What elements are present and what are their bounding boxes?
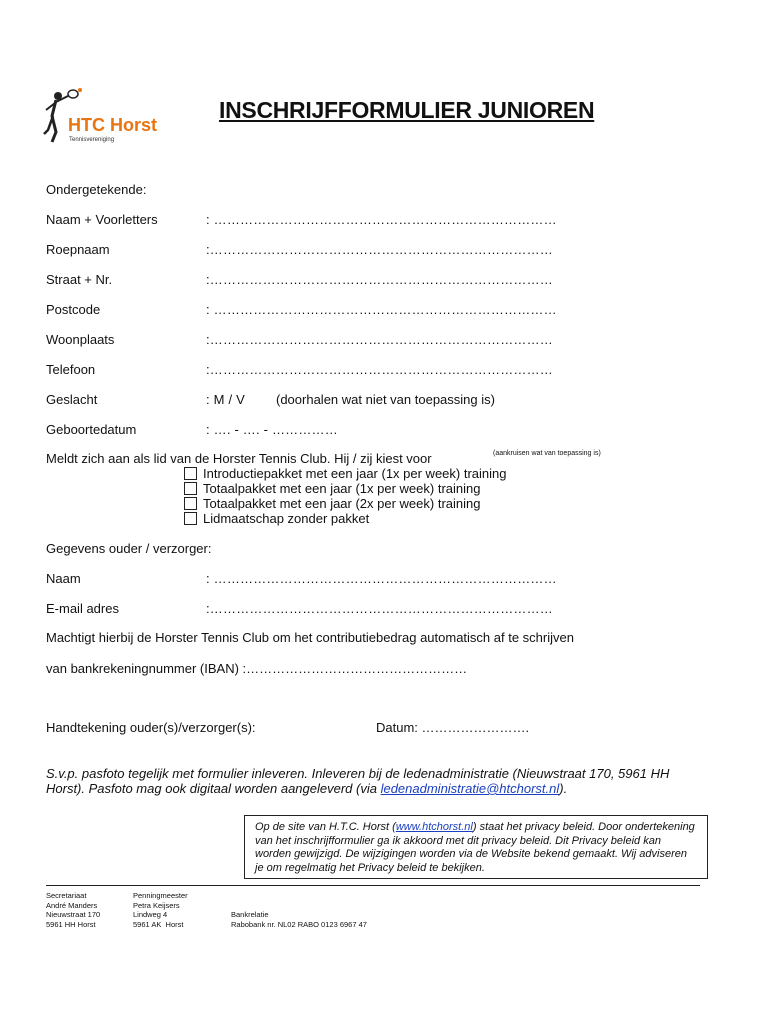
field-value-birthdate[interactable]: : …. - …. - ……………	[206, 422, 338, 437]
checkbox[interactable]	[184, 497, 197, 510]
photo-note-line2	[46, 781, 567, 796]
checkbox[interactable]	[184, 482, 197, 495]
option-totaalpakket-1x[interactable]	[184, 481, 480, 496]
website-link[interactable]: www.htchorst.nl	[395, 821, 473, 833]
footer-treasurer: Penningmeester Petra Keijsers Lindweg 4 5961 AK Horst	[133, 891, 188, 929]
field-value-postcode[interactable]: : ……………………………………………………………………	[206, 302, 557, 317]
email-link[interactable]: ledenadministratie@htchorst.nl	[380, 781, 560, 796]
guardian-label-name: Naam	[46, 571, 81, 586]
footer-divider	[46, 885, 700, 886]
checkbox[interactable]	[184, 467, 197, 480]
field-label-street: Straat + Nr.	[46, 272, 113, 287]
guardian-value-email[interactable]: :……………………………………………………………………	[206, 601, 554, 616]
option-label: Lidmaatschap zonder pakket	[203, 511, 370, 526]
membership-text: Meldt zich aan als lid van de Horster Tennis Club. Hij / zij kiest voor	[46, 451, 432, 466]
logo-name: HTC Horst	[68, 115, 157, 135]
field-label-city: Woonplaats	[46, 332, 115, 347]
iban-field[interactable]: van bankrekeningnummer (IBAN) :……………………………………………	[46, 661, 468, 676]
checkbox[interactable]	[184, 512, 197, 525]
field-value-street[interactable]: :……………………………………………………………………	[206, 272, 554, 287]
field-value-city[interactable]: :……………………………………………………………………	[206, 332, 554, 347]
page-title: INSCHRIJFFORMULIER JUNIOREN	[219, 97, 595, 123]
field-label-phone: Telefoon	[46, 362, 96, 377]
option-introductiepakket[interactable]	[184, 466, 507, 481]
guardian-label-email: E-mail adres	[46, 601, 119, 616]
field-label-gender: Geslacht	[46, 392, 98, 407]
photo-note-end: ).	[559, 781, 568, 796]
club-logo	[40, 86, 175, 146]
footer-bank: Bankrelatie Rabobank nr. NL02 RABO 0123 6967 47	[231, 910, 367, 929]
guardian-value-name[interactable]: : ……………………………………………………………………	[206, 571, 557, 586]
signature-label: Handtekening ouder(s)/verzorger(s):	[46, 720, 256, 735]
option-label: Totaalpakket met een jaar (2x per week) training	[203, 496, 481, 511]
intro-text: Ondergetekende:	[46, 182, 147, 197]
photo-note-text: Horst). Pasfoto mag ook digitaal worden aangeleverd (via	[46, 781, 381, 796]
privacy-notice	[244, 815, 708, 879]
option-label: Introductiepakket met een jaar (1x per week) training	[203, 466, 507, 481]
membership-note: (aankruisen wat van toepassing is)	[493, 450, 601, 457]
option-lidmaatschap[interactable]	[184, 511, 369, 526]
field-label-postcode: Postcode	[46, 302, 101, 317]
field-label-nickname: Roepnaam	[46, 242, 110, 257]
field-value-phone[interactable]: :……………………………………………………………………	[206, 362, 554, 377]
option-label: Totaalpakket met een jaar (1x per week) training	[203, 481, 481, 496]
logo-subtitle: Tennisvereniging	[69, 137, 115, 143]
field-label-name: Naam + Voorletters	[46, 212, 158, 227]
footer-secretariat: Secretariaat André Manders Nieuwstraat 170 5961 HH Horst	[46, 891, 101, 929]
photo-note-line1: S.v.p. pasfoto tegelijk met formulier inleveren. Inleveren bij de ledenadministratie (Nieuwstraat 170, 5961 HH	[46, 766, 670, 781]
privacy-text-end: ) staat het privacy beleid. Door ondertekening van het inschrijfformulier ga ik akkoord met dit privacy beleid. Dit Privacy beleid kan worden gewijzigd. De wijzigingen worden via de Website bekend gemaakt. Wij adviseren je om regelmatig het Privacy beleid te bekijken.	[255, 821, 695, 874]
guardian-heading: Gegevens ouder / verzorger:	[46, 541, 212, 556]
date-field[interactable]: Datum: …………………….	[376, 720, 530, 735]
field-value-gender[interactable]: : M / V	[206, 392, 245, 407]
authorization-text: Machtigt hierbij de Horster Tennis Club om het contributiebedrag automatisch af te schrijven	[46, 630, 574, 645]
field-label-birthdate: Geboortedatum	[46, 422, 137, 437]
field-value-nickname[interactable]: :……………………………………………………………………	[206, 242, 554, 257]
privacy-text-start: Op de site van H.T.C. Horst (	[255, 821, 396, 833]
option-totaalpakket-2x[interactable]	[184, 496, 480, 511]
field-value-name[interactable]: : ……………………………………………………………………	[206, 212, 557, 227]
gender-note: (doorhalen wat niet van toepassing is)	[276, 392, 495, 407]
